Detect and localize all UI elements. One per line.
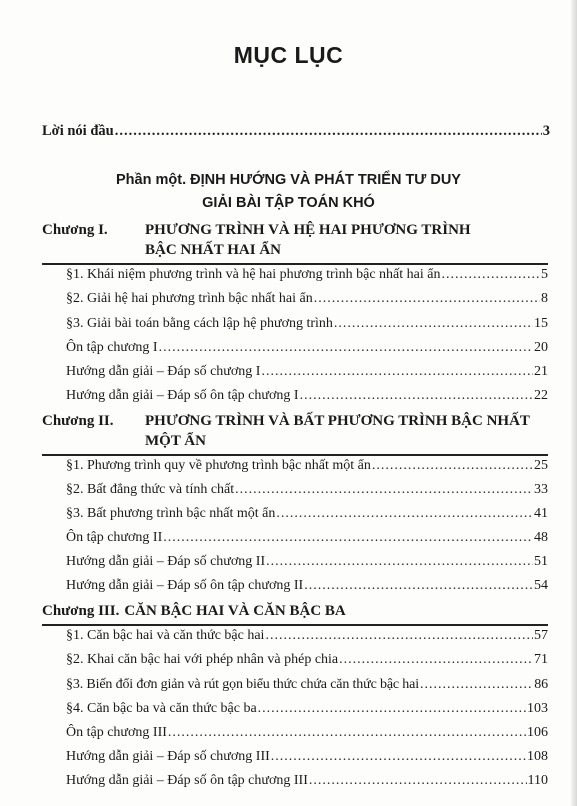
toc-entry [66, 628, 548, 644]
part-heading-line1: Phần một. ĐỊNH HƯỚNG VÀ PHÁT TRIỂN TƯ DUY [116, 172, 461, 188]
toc-entry-page: 5 [541, 267, 548, 282]
toc-entry-page: 21 [534, 364, 548, 379]
dot-leader [304, 578, 533, 594]
chapter-1-title-line2: BẬC NHẤT HAI ẨN [145, 242, 281, 258]
chapter-3-title: CĂN BẬC HAI VÀ CĂN BẬC BA [124, 603, 346, 619]
chapter-1-rule [42, 263, 548, 265]
chapter-1-title: PHƯƠNG TRÌNH VÀ HỆ HAI PHƯƠNG TRÌNH [145, 222, 471, 238]
toc-entry-page: 3 [542, 123, 550, 139]
dot-leader [271, 749, 526, 765]
toc-entry-page: 51 [534, 554, 548, 569]
toc-entry-label: Hướng dẫn giải – Đáp số chương II [66, 554, 266, 569]
part-heading-line2: GIẢI BÀI TẬP TOÁN KHÓ [202, 195, 375, 211]
toc-entry [66, 267, 548, 283]
toc-entry-label: §1. Khái niệm phương trình và hệ hai phương trình bậc nhất hai ẩn [66, 267, 441, 282]
toc-entry-label: §2. Bất đẳng thức và tính chất [66, 482, 235, 497]
toc-entry [66, 554, 548, 570]
toc-entry-page: 20 [534, 340, 548, 355]
dot-leader [115, 123, 542, 140]
dot-leader [235, 482, 533, 498]
toc-entry [66, 458, 548, 474]
toc-entry-label: Hướng dẫn giải – Đáp số ôn tập chương III [66, 773, 308, 788]
toc-entry-label: Ôn tập chương I [66, 340, 158, 355]
toc-entry [66, 749, 548, 765]
dot-leader [309, 773, 527, 789]
toc-entry-label: §1. Phương trình quy về phương trình bậc nhất một ẩn [66, 458, 371, 473]
chapter-2-label: Chương II. [42, 413, 114, 429]
dot-leader [258, 701, 526, 717]
toc-entry-page: 86 [534, 677, 548, 692]
toc-entry [66, 291, 548, 307]
dot-leader [163, 530, 533, 546]
dot-leader [314, 291, 540, 307]
dot-leader [168, 725, 526, 741]
page-title: MỤC LỤC [233, 42, 344, 68]
toc-entry-page: 48 [534, 530, 548, 545]
chapter-2-title: PHƯƠNG TRÌNH VÀ BẤT PHƯƠNG TRÌNH BẬC NHẤT [145, 413, 530, 429]
toc-entry-page: 108 [527, 749, 548, 764]
toc-entry-page: 33 [534, 482, 548, 497]
toc-entry [66, 773, 548, 789]
toc-entry [66, 340, 548, 356]
toc-entry-label: §1. Căn bậc hai và căn thức bậc hai [66, 628, 265, 643]
chapter-2-title-line2: MỘT ẨN [145, 433, 206, 449]
toc-entry [66, 578, 548, 594]
dot-leader [300, 388, 533, 404]
toc-entry [66, 482, 548, 498]
toc-entry [66, 725, 548, 741]
dot-leader [372, 458, 533, 474]
toc-entry-label: Ôn tập chương II [66, 530, 163, 545]
toc-entry-page: 103 [527, 701, 548, 716]
toc-entry-label: §2. Giải hệ hai phương trình bậc nhất hai ẩn [66, 291, 313, 306]
dot-leader [265, 628, 533, 644]
chapter-1-label: Chương I. [42, 222, 108, 238]
toc-entry-label: §3. Giải bài toán bằng cách lập hệ phương trình [66, 316, 333, 331]
toc-entry [66, 701, 548, 717]
dot-leader [441, 267, 540, 283]
toc-entry-preface [42, 123, 550, 140]
toc-entry-label: Lời nói đầu [42, 123, 114, 139]
toc-entry-label: §3. Biến đổi đơn giản và rút gọn biểu thức chứa căn thức bậc hai [66, 677, 419, 692]
dot-leader [420, 677, 533, 693]
toc-entry [66, 388, 548, 404]
chapter-2-rule [42, 454, 548, 456]
toc-entry [66, 677, 548, 693]
dot-leader [276, 506, 533, 522]
toc-entry [66, 506, 548, 522]
toc-entry [66, 530, 548, 546]
toc-entry-label: §2. Khai căn bậc hai với phép nhân và phép chia [66, 652, 339, 667]
dot-leader [339, 652, 533, 668]
toc-entry-page: 106 [527, 725, 548, 740]
toc-entry-page: 41 [534, 506, 548, 521]
toc-entry-page: 8 [541, 291, 548, 306]
toc-entry-page: 15 [534, 316, 548, 331]
toc-entry [66, 316, 548, 332]
chapter-3-heading [42, 603, 346, 620]
dot-leader [261, 364, 533, 380]
toc-entry-label: §4. Căn bậc ba và căn thức bậc ba [66, 701, 257, 716]
toc-entry-label: Hướng dẫn giải – Đáp số ôn tập chương I [66, 388, 299, 403]
chapter-2-heading [42, 413, 530, 430]
toc-entry [66, 364, 548, 380]
toc-entry-label: §3. Bất phương trình bậc nhất một ẩn [66, 506, 276, 521]
dot-leader [334, 316, 533, 332]
page-edge-shadow [571, 0, 577, 806]
toc-entry-page: 71 [534, 652, 548, 667]
toc-entry-page: 25 [534, 458, 548, 473]
chapter-3-label: Chương III. [42, 603, 120, 619]
chapter-3-rule [42, 624, 548, 626]
toc-entry-page: 54 [534, 578, 548, 593]
toc-entry [66, 652, 548, 668]
toc-entry-page: 110 [527, 773, 548, 788]
toc-entry-label: Ôn tập chương III [66, 725, 167, 740]
toc-entry-label: Hướng dẫn giải – Đáp số ôn tập chương II [66, 578, 304, 593]
dot-leader [159, 340, 533, 356]
toc-entry-page: 57 [534, 628, 548, 643]
dot-leader [266, 554, 533, 570]
toc-entry-label: Hướng dẫn giải – Đáp số chương I [66, 364, 261, 379]
chapter-1-heading [42, 222, 471, 239]
toc-entry-page: 22 [534, 388, 548, 403]
toc-entry-label: Hướng dẫn giải – Đáp số chương III [66, 749, 270, 764]
